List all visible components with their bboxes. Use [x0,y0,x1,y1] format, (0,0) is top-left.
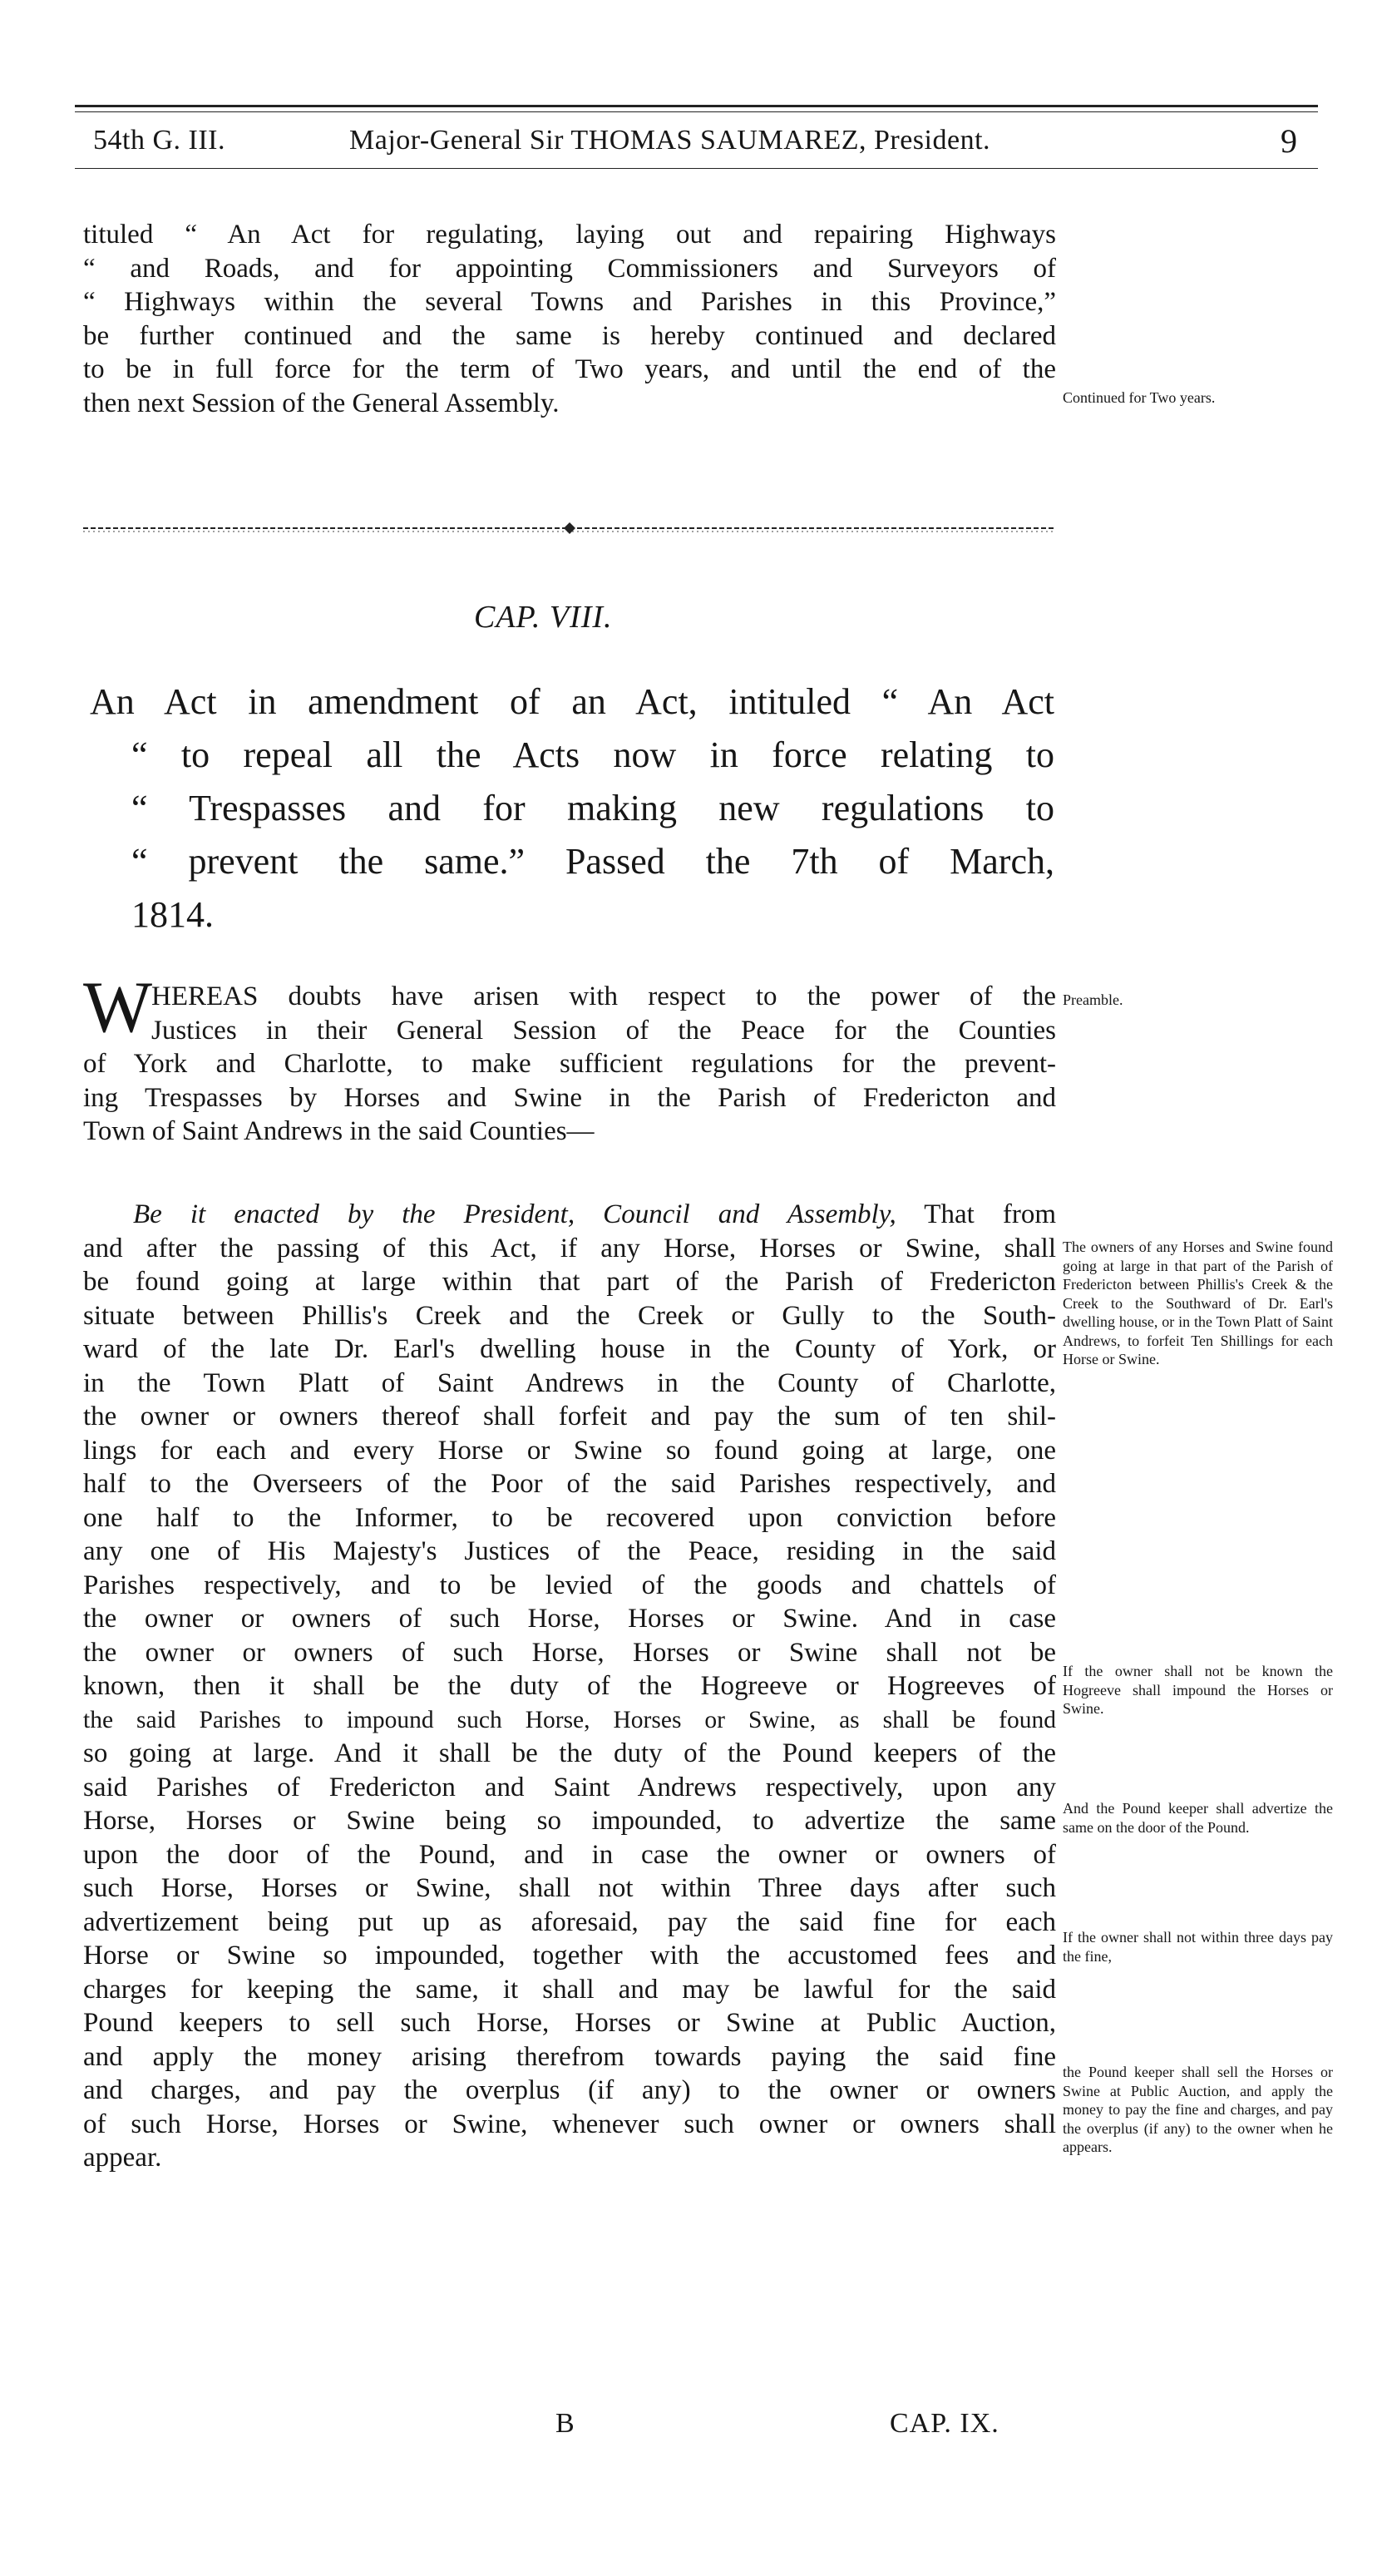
text-line: and after the passing of this Act, if any Horse, Horses or Swine, shall [83,1233,1056,1263]
text-line [83,1198,1056,1232]
running-head-regnal: 54th G. III. [93,125,225,156]
text-line: upon the door of the Pound, and in case the owner or owners of [83,1839,1056,1870]
act-title-line: “ Trespasses and for making new regulations to [131,788,1054,828]
text-line: so going at large. And it shall be the duty of the Pound keepers of the [83,1738,1056,1768]
margin-note-hogreeve: If the owner shall not be known the Hogreeve shall impound the Horses or Swine. [1063,1663,1333,1717]
text-line: half to the Overseers of the Poor of the said Parishes respectively, and [83,1469,1056,1499]
text-line: Pound keepers to sell such Horse, Horses or Swine at Public Auction, [83,2008,1056,2038]
continuation-paragraph [83,218,1056,420]
text-line: be further continued and the same is hereby continued and declared [83,320,1056,351]
text-line: the said Parishes to impound such Horse, Horses or Swine, as shall be found [83,1706,1056,1733]
preamble-paragraph [83,980,1056,1149]
enacting-formula: Be it enacted by the President, Council and Assembly, [133,1199,896,1229]
margin-note-continued: Continued for Two years. [1063,389,1216,406]
margin-note-auction: the Pound keeper shall sell the Horses or Swine at Public Auction, and apply the money to pay the fine and charges, and pay the overplus (if any) to the owner when he appears. [1063,2064,1333,2155]
text-line: “ and Roads, and for appointing Commissioners and Surveyors of [83,253,1056,284]
text-line: ward of the late Dr. Earl's dwelling house in the County of York, or [83,1334,1056,1364]
margin-note-forfeit: The owners of any Horses and Swine found going at large in that part of the Parish of Fredericton between Phillis's Creek & the Creek to the Southward of Dr. Earl's dwelling house, or in the Town Platt of Saint Andrews, to forfeit Ten Shillings for each Horse or Swine. [1063,1239,1333,1367]
act-title-line: “ prevent the same.” Passed the 7th of March, [131,841,1054,882]
text-line: HEREAS doubts have arisen with respect to the power of the [151,981,1056,1011]
act-title [90,675,1054,942]
text-line: Horse, Horses or Swine being so impounded, to advertize the same [83,1806,1056,1836]
text-line: the owner or owners thereof shall forfeit and pay the sum of ten shil- [83,1402,1056,1431]
margin-note-three-days: If the owner shall not within three days pay the fine, [1063,1929,1333,1965]
text-line: charges for keeping the same, it shall and may be lawful for the said [83,1974,1056,2005]
text-line: in the Town Platt of Saint Andrews in the County of Charlotte, [83,1367,1056,1398]
text-line: the owner or owners of such Horse, Horses or Swine shall not be [83,1637,1056,1668]
enacting-paragraph [83,1198,1056,2175]
text-line: one half to the Informer, to be recovered upon conviction before [83,1502,1056,1533]
act-title-line: “ to repeal all the Acts now in force relating to [131,734,1054,775]
text-line: said Parishes of Fredericton and Saint Andrews respectively, upon any [83,1772,1056,1802]
margin-note-preamble: Preamble. [1063,991,1123,1008]
text-line: ing Trespasses by Horses and Swine in the Parish of Fredericton and [83,1082,1056,1113]
header-rule-bottom [75,168,1318,169]
ornamental-rule [83,520,1056,536]
enacting-formula-rest: That from [896,1199,1056,1229]
text-line: of York and Charlotte, to make sufficient regulations for the prevent- [83,1049,1056,1079]
running-head-title: Major-General Sir THOMAS SAUMAREZ, President. [349,125,991,156]
text-line: then next Session of the General Assembly. [83,388,560,418]
text-line: known, then it shall be the duty of the Hogreeve or Hogreeves of [83,1671,1056,1701]
text-line: Town of Saint Andrews in the said Counties— [83,1116,595,1146]
text-line: such Horse, Horses or Swine, shall not within Three days after such [83,1873,1056,1903]
act-title-line: An Act in amendment of an Act, intituled “ An Act [90,681,1054,722]
text-line: and apply the money arising therefrom towards paying the said fine [83,2041,1056,2072]
text-line: Parishes respectively, and to be levied of the goods and chattels of [83,1570,1056,1600]
act-title-line: 1814. [131,894,214,935]
text-line: of such Horse, Horses or Swine, whenever such owner or owners shall [83,2109,1056,2139]
text-line: any one of His Majesty's Justices of the Peace, residing in the said [83,1536,1056,1566]
chapter-heading: CAP. VIII. [474,600,613,635]
text-line: the owner or owners of such Horse, Horses or Swine. And in case [83,1604,1056,1634]
text-line: Justices in their General Session of the Peace for the Counties [151,1015,1056,1046]
header-rule-thin [75,111,1318,112]
text-line: to be in full force for the term of Two years, and until the end of the [83,354,1056,384]
text-line: “ Highways within the several Towns and Parishes in this Province,” [83,287,1056,317]
header-rule-top [75,105,1318,107]
text-line: be found going at large within that part of the Parish of Fredericton [83,1267,1056,1297]
page-number: 9 [1281,122,1298,160]
text-line: lings for each and every Horse or Swine so found going at large, one [83,1435,1056,1466]
margin-note-advertize: And the Pound keeper shall advertize the same on the door of the Pound. [1063,1800,1333,1836]
catchword: CAP. IX. [890,2408,999,2439]
text-line: Horse or Swine so impounded, together with the accustomed fees and [83,1941,1056,1970]
text-line: appear. [83,2143,162,2173]
text-line: advertizement being put up as aforesaid, pay the said fine for each [83,1906,1056,1937]
drop-capital: W [83,967,153,1048]
text-line: tituled “ An Act for regulating, laying out and repairing Highways [83,220,1056,250]
text-line: and charges, and pay the overplus (if any) to the owner or owners [83,2075,1056,2105]
signature-mark: B [555,2408,575,2439]
text-line: situate between Phillis's Creek and the Creek or Gully to the South- [83,1300,1056,1331]
